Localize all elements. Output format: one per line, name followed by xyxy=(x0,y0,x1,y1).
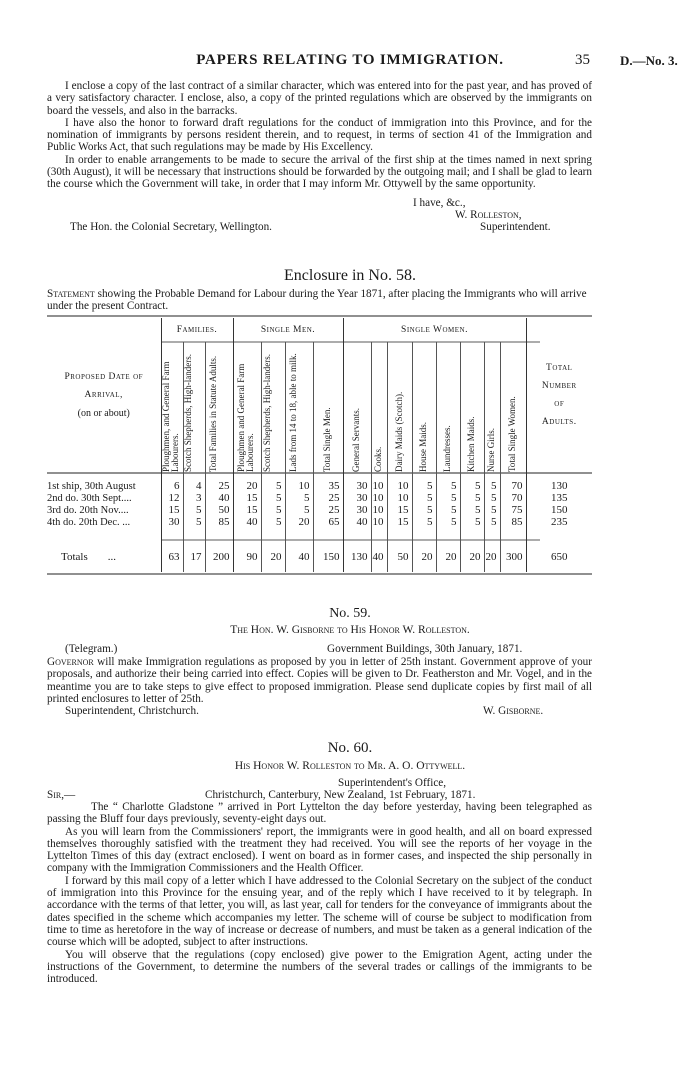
cell-value: 35 xyxy=(313,480,343,492)
cell-value: 10 xyxy=(371,492,387,504)
cell-value: 5 xyxy=(285,492,313,504)
cell-value: 20 xyxy=(484,542,500,572)
table-row xyxy=(47,492,592,504)
cell-value: 10 xyxy=(387,492,412,504)
cell-value: 150 xyxy=(313,542,343,572)
cell-value: 30 xyxy=(343,504,371,516)
cell-value: 10 xyxy=(371,516,387,528)
cell-value: 5 xyxy=(436,504,460,516)
cell-value: 12 xyxy=(161,492,183,504)
cell-value: 40 xyxy=(285,542,313,572)
cell-value: 130 xyxy=(343,542,371,572)
cell-value: 5 xyxy=(484,504,500,516)
cell-value: 5 xyxy=(484,492,500,504)
cell-value: 5 xyxy=(460,492,484,504)
closing: I have, &c., xyxy=(413,197,466,209)
cell-value: 5 xyxy=(261,492,285,504)
row-label: 2nd do. 30th Sept.... xyxy=(47,492,161,504)
statement-table xyxy=(47,318,592,572)
paragraph: As you will learn from the Commissioners' report, the immigrants were in good health, and all on board expressed themselves thoroughly satisfied with the treatment they had received. You will see the reports of her voyage in the Lyttelton Times of this day (extract enclosed). I went on board as in former cases, and inspected the ship personally in company with the Immigration Commissioners and the Health Officer. xyxy=(47,825,592,875)
no59-place: Government Buildings, 30th January, 1871. xyxy=(327,643,523,655)
cell-value: 10 xyxy=(387,480,412,492)
cell-value: 90 xyxy=(233,542,261,572)
total-head-line: Number xyxy=(541,381,577,391)
cell-value: 30 xyxy=(343,492,371,504)
cell-value: 15 xyxy=(387,516,412,528)
no59-signature: W. Gisborne. xyxy=(483,705,544,717)
subcolumn-head: Scotch Shepherds, High-landers. xyxy=(183,354,193,472)
cell-value: 25 xyxy=(313,504,343,516)
group-single-men: Single Men. xyxy=(233,318,343,342)
subcolumn-head: Total Families in Statute Adults. xyxy=(208,355,218,472)
signature: W. Rolleston, xyxy=(455,209,522,221)
row-total: 135 xyxy=(551,492,568,504)
cell-value: 5 xyxy=(460,504,484,516)
subcolumn-head: Total Single Women. xyxy=(507,396,517,472)
cell-value: 5 xyxy=(436,492,460,504)
cell-value: 15 xyxy=(233,504,261,516)
cell-value: 70 xyxy=(500,492,526,504)
row-total: 150 xyxy=(551,504,568,516)
cell-value: 6 xyxy=(161,480,183,492)
row-total: 235 xyxy=(551,516,568,528)
cell-value: 85 xyxy=(500,516,526,528)
date-head-line: (on or about) xyxy=(77,407,130,419)
total-column-head xyxy=(526,318,592,472)
cell-value: 15 xyxy=(161,504,183,516)
subcolumn-head: Cooks. xyxy=(373,446,383,472)
table-row xyxy=(47,504,592,516)
cell-value: 10 xyxy=(371,504,387,516)
cell-value: 25 xyxy=(313,492,343,504)
group-single-women: Single Women. xyxy=(343,318,526,342)
date-head-line: Arrival, xyxy=(84,389,123,400)
cell-value: 17 xyxy=(183,542,205,572)
totals-label: Totals xyxy=(61,551,88,563)
no60-place: Christchurch, Canterbury, New Zealand, 1st February, 1871. xyxy=(205,789,476,801)
cell-value: 4 xyxy=(183,480,205,492)
body-text: will make Immigration regulations as proposed by you in letter of 25th instant. Government approve of your proposals, and authorize their being carried into effect. Copies will be given to Dr. Featherston and Mr. Vogel, and in the meantime you are to take steps to give effect to proposed immigration. Please send duplicate copies by first mail of all printed enclosures to letter of 25th. xyxy=(47,656,592,705)
cell-value: 75 xyxy=(500,504,526,516)
paragraph: In order to enable arrangements to be made to secure the arrival of the first ship at the times named in next spring (30th August), it will be necessary that instructions should be forwarded by the outgoing mail; and I shall be glad to learn the course which the Government will take, in order that I may inform Mr. Ottywell by the same opportunity. xyxy=(47,153,592,191)
row-label: 1st ship, 30th August xyxy=(47,480,161,492)
cell-value: 20 xyxy=(261,542,285,572)
no59-subhead: The Hon. W. Gisborne to His Honor W. Rolleston. xyxy=(230,624,470,636)
subcolumn-head: Kitchen Maids. xyxy=(466,416,476,472)
cell-value: 85 xyxy=(205,516,233,528)
table-row xyxy=(47,480,592,492)
statement-lead: Statement xyxy=(47,288,95,300)
document-reference: D.—No. 3. xyxy=(620,53,678,68)
date-head-line: Proposed Date of xyxy=(64,371,144,382)
cell-value: 40 xyxy=(371,542,387,572)
cell-value: 20 xyxy=(436,542,460,572)
no60-heading: No. 60. xyxy=(327,740,373,756)
row-label: 3rd do. 20th Nov.... xyxy=(47,504,161,516)
signature-title: Superintendent. xyxy=(480,221,551,233)
no59-heading: No. 59. xyxy=(329,606,371,621)
cell-value: 3 xyxy=(183,492,205,504)
group-families: Families. xyxy=(161,318,233,342)
cell-value: 20 xyxy=(285,516,313,528)
no60-subhead: His Honor W. Rolleston to Mr. A. O. Ottywell. xyxy=(234,760,466,772)
subcolumn-head: Dairy Maids (Scotch). xyxy=(393,391,404,472)
cell-value: 5 xyxy=(412,516,436,528)
cell-value: 70 xyxy=(500,480,526,492)
running-title: PAPERS RELATING TO IMMIGRATION. xyxy=(196,52,504,68)
cell-value: 5 xyxy=(261,504,285,516)
subcolumn-head: House Maids. xyxy=(418,422,428,472)
row-total: 130 xyxy=(551,480,568,492)
paragraph: You will observe that the regulations (copy enclosed) give power to the Emigration Agent, acting under the instructions of the Government, to determine the numbers of the several trades or callings of the immigrants to be introduced. xyxy=(47,948,592,986)
no59-addressee: Superintendent, Christchurch. xyxy=(65,705,199,717)
cell-value: 25 xyxy=(205,480,233,492)
addressee: The Hon. the Colonial Secretary, Wellington. xyxy=(70,221,272,233)
spacer-row xyxy=(47,528,592,542)
page-number: 35 xyxy=(575,52,590,68)
cell-value: 5 xyxy=(412,480,436,492)
row-label: 4th do. 20th Dec. ... xyxy=(47,516,161,528)
cell-value: 5 xyxy=(261,480,285,492)
paragraph: I forward by this mail copy of a letter which I have addressed to the Colonial Secretary on the subject of the conduct of immigration into this Province for the ensuing year, and of the reply which I have received to it by telegraph. In accordance with the terms of that letter, you will, as last year, call for tenders for the conveyance of immigrants about the dates specified in the scheme which accompanies my letter. The scheme will of course be subject to modification from time to time as heretofore in the way of increase or decrease of numbers, and must be taken as a general indication of the course which will be adopted, subject to after instructions. xyxy=(47,874,592,949)
total-head-line: Total xyxy=(546,363,573,373)
cell-value: 5 xyxy=(412,492,436,504)
cell-value: 5 xyxy=(412,504,436,516)
cell-value: 63 xyxy=(161,542,183,572)
cell-value: 50 xyxy=(387,542,412,572)
cell-value: 5 xyxy=(183,504,205,516)
paragraph: I have also the honor to forward draft regulations for the conduct of immigration into this Province, and for the nomination of immigrants by persons resident therein, and to request, in terms of section 41 of the Immigration and Public Works Act, that such regulations may be made by His Excellency. xyxy=(47,116,592,154)
cell-value: 200 xyxy=(205,542,233,572)
cell-value: 20 xyxy=(412,542,436,572)
leader-dots: ... xyxy=(107,551,116,563)
row-total: 650 xyxy=(551,551,568,563)
subcolumn-head: General Servants. xyxy=(351,408,361,472)
cell-value: 10 xyxy=(285,480,313,492)
cell-value: 5 xyxy=(261,516,285,528)
cell-value: 5 xyxy=(183,516,205,528)
cell-value: 10 xyxy=(371,480,387,492)
cell-value: 5 xyxy=(460,516,484,528)
total-head-line: Adults. xyxy=(541,417,577,427)
total-head-line: of xyxy=(554,399,565,409)
date-column-head xyxy=(47,318,161,472)
cell-value: 30 xyxy=(161,516,183,528)
cell-value: 30 xyxy=(343,480,371,492)
cell-value: 20 xyxy=(233,480,261,492)
cell-value: 40 xyxy=(205,492,233,504)
subcolumn-head: Ploughmen and General Farm Labourers. xyxy=(236,363,255,472)
subcolumn-head: Nurse Girls. xyxy=(486,428,496,472)
paragraph: I enclose a copy of the last contract of a similar character, which was entered into for the past year, and has proved of a very satisfactory character. I enclose, also, a copy of the printed regulations which are observed by the immigrants on board the vessels, and also in the barracks. xyxy=(47,80,592,117)
cell-value: 5 xyxy=(285,504,313,516)
cell-value: 40 xyxy=(343,516,371,528)
body-lead: Governor xyxy=(47,656,94,668)
cell-value: 20 xyxy=(460,542,484,572)
no59-body xyxy=(47,656,592,705)
subcolumn-head: Ploughmen, and General Farm Labourers. xyxy=(161,361,180,472)
cell-value: 5 xyxy=(436,516,460,528)
salutation: Sir,— xyxy=(47,789,76,801)
subcolumn-head: Scotch Shepherds, High-landers. xyxy=(262,354,272,472)
table-row xyxy=(47,516,592,528)
cell-value: 50 xyxy=(205,504,233,516)
cell-value: 15 xyxy=(233,492,261,504)
no60-office: Superintendent's Office, xyxy=(338,777,447,789)
cell-value: 40 xyxy=(233,516,261,528)
cell-value: 5 xyxy=(484,480,500,492)
subcolumn-head: Laundresses. xyxy=(442,425,452,472)
telegram-label: (Telegram.) xyxy=(65,643,118,655)
row-label xyxy=(47,542,161,572)
cell-value: 5 xyxy=(436,480,460,492)
cell-value: 15 xyxy=(387,504,412,516)
no60-body xyxy=(47,801,592,985)
paragraph: The “ Charlotte Gladstone ” arrived in Port Lyttelton the day before yesterday, having been telegraphed as passing the Bluff four days previously, seventy-eight days out. xyxy=(47,801,592,826)
statement-text: showing the Probable Demand for Labour during the Year 1871, after placing the Immigrants who will arrive under the present Contract. xyxy=(47,288,587,313)
totals-row xyxy=(47,542,592,572)
cell-value: 65 xyxy=(313,516,343,528)
cell-value: 300 xyxy=(500,542,526,572)
cell-value: 5 xyxy=(460,480,484,492)
subcolumn-head: Lads from 14 to 18, able to milk. xyxy=(288,353,298,472)
subcolumn-head: Total Single Men. xyxy=(322,407,332,472)
table-body xyxy=(47,480,592,572)
enclosure-heading: Enclosure in No. 58. xyxy=(284,267,416,284)
cell-value: 5 xyxy=(484,516,500,528)
